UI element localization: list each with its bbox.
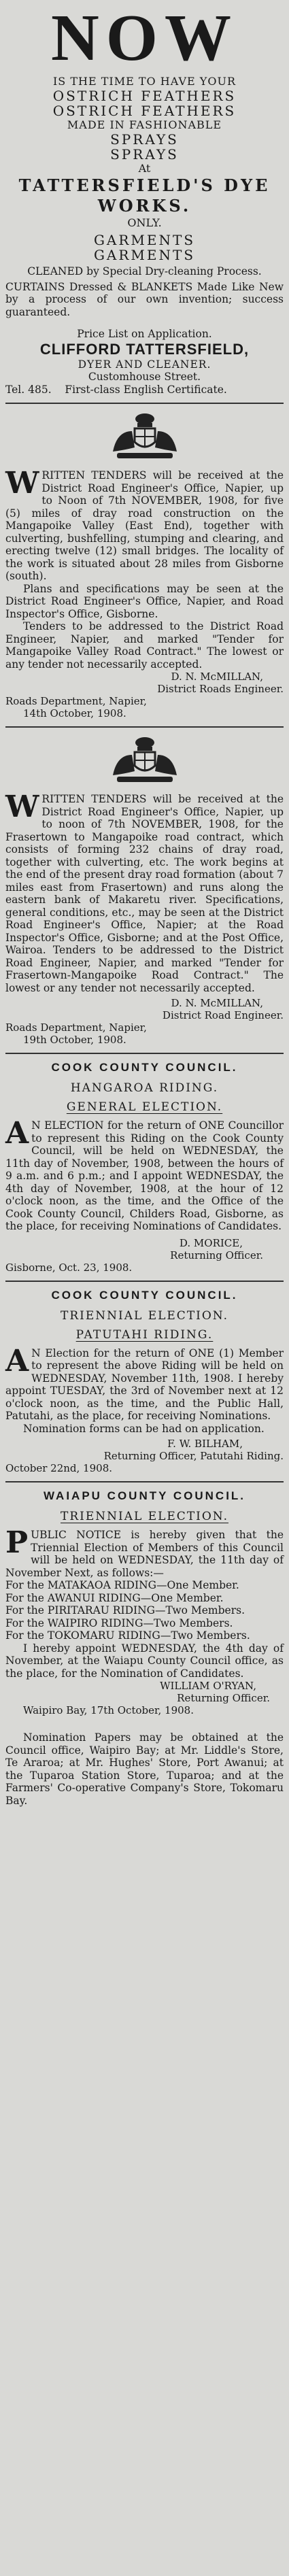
trade-text: DYER AND CLEANER.: [78, 358, 211, 371]
notice-date: Gisborne, Oct. 23, 1908.: [5, 1261, 133, 1274]
election-heading: TRIENNIAL ELECTION.: [61, 1308, 228, 1323]
election-heading: [5, 1510, 284, 1523]
list-item: For the TOKOMARU RIDING—Two Members.: [5, 1629, 250, 1642]
at-text: At: [138, 162, 151, 175]
notice-date: Waipiro Bay, 17th October, 1908.: [23, 1704, 194, 1716]
street-text: Customhouse Street.: [88, 371, 201, 383]
list-item: For the WAIPIRO RIDING—Two Members.: [5, 1616, 233, 1629]
ad-line-1: IS THE TIME TO HAVE YOUR: [52, 75, 236, 88]
tender-mangapoike-valley: [5, 411, 284, 719]
riding-heading-text: PATUTAHI RIDING.: [75, 1327, 214, 1342]
sprays-line-1: SPRAYS: [110, 131, 179, 148]
riding-heading: HANGAROA RIDING.: [70, 1081, 219, 1095]
proprietor-name: CLIFFORD TATTERSFIELD,: [39, 340, 250, 358]
drop-cap: A: [5, 1343, 29, 1378]
cleaned-text: CLEANED by Special Dry-cleaning Process.: [27, 265, 262, 277]
divider: [5, 1053, 284, 1054]
drop-cap: P: [5, 1525, 29, 1560]
certificate-text: First-class English Certificate.: [65, 383, 227, 396]
drop-cap: W: [5, 466, 39, 501]
tender-body-3: Tenders to be addressed to the District Road Engineer, Napier, and marked "Tender for Mangapoike Valley Road Contract." The lowest or any tender not necessarily accepted.: [5, 620, 284, 671]
signature-title: Returning Officer.: [177, 1692, 270, 1704]
nomination-papers-note: Nomination Papers may be obtained at the Council office, Waipiro Bay; at Mr. Liddle's Store, Te Araroa; at Mr. Hughes' Store, Port Awanui; at the Tuparoa Station Store, Tuparoa; and at the Farmers' Co-operative Company's Store, Tokomaru Bay.: [5, 1731, 284, 1807]
tender-body: [5, 466, 284, 583]
notice-body: [5, 1116, 284, 1233]
coat-of-arms-icon: [107, 734, 182, 787]
notice-body-2: I hereby appoint WEDNESDAY, the 4th day of November, at the Waiapu County Council office, as the place, for the Nomination of Candidates.: [5, 1642, 284, 1680]
divider: [5, 403, 284, 404]
notice-body-text: UBLIC NOTICE is hereby given that the Triennial Election of Members of this Council will be held on WEDNESDAY, the 11th day of November Next, as follows:—: [5, 1529, 284, 1579]
ostrich-feathers-line-2: OSTRICH FEATHERS: [52, 103, 237, 119]
list-item: For the AWANUI RIDING—One Member.: [5, 1591, 224, 1604]
election-heading-text: TRIENNIAL ELECTION.: [61, 1510, 228, 1523]
tattersfield-advertisement: [5, 1, 284, 396]
drop-cap: A: [5, 1116, 29, 1151]
coat-of-arms-icon: [107, 411, 182, 464]
garments-line-2: GARMENTS: [93, 247, 196, 263]
riding-list: [5, 1579, 284, 1642]
list-item: For the PIRITARAU RIDING—Two Members.: [5, 1604, 245, 1616]
signature-title: District Roads Engineer.: [157, 683, 284, 695]
garments-stack: [5, 233, 284, 262]
list-item: For the MATAKAOA RIDING—One Member.: [5, 1579, 239, 1591]
tender-date: 14th October, 1908.: [23, 707, 126, 719]
newspaper-column: [5, 0, 284, 1807]
council-title: COOK COUNTY COUNCIL.: [51, 1288, 238, 1302]
ad-line-3: MADE IN FASHIONABLE: [67, 118, 222, 131]
cook-county-hangaroa: [5, 1061, 284, 1274]
signature-name: WILLIAM O'RYAN,: [160, 1680, 256, 1692]
signature-name: D. MORICE,: [179, 1236, 243, 1249]
tender-date: 19th October, 1908.: [23, 1034, 126, 1046]
ostrich-feathers-line-1: OSTRICH FEATHERS: [52, 88, 237, 104]
divider: [5, 1281, 284, 1282]
waiapu-county-council: [5, 1489, 284, 1807]
divider: [5, 726, 284, 728]
election-heading: [5, 1100, 284, 1114]
tender-body-text: RITTEN TENDERS will be received at the District Road Engineer's Office, Napier, up to noon of 7th NOVEMBER, 1908, for the Frasertown to Mangapoike road contract, which consists of forming 232 chains of dray road, together with culverting, etc. The work begins at the end of the present dray road formation (about 7 miles east from Frasertown) and runs along the eastern bank of Makaretu river. Specifications, general conditions, etc., may be seen at the District Road Engineer's Office, Napier; at the Road Inspector's Office, Gisborne; and at the Post Office, Wairoa. Tenders to be addressed to the District Road Engineer, Napier, and marked "Tender for Frasertown-Mangapoike Road Contract." The lowest or any tender not necessarily accepted.: [5, 793, 284, 994]
council-title: COOK COUNTY COUNCIL.: [51, 1061, 238, 1074]
tender-body: [5, 790, 284, 994]
tender-body-text: RITTEN TENDERS will be received at the District Road Engineer's Office, Napier, up to Noon of 7th NOVEMBER, 1908, for five (5) miles of dray road construction on the Mangapoike Valley (East End), together with culverting, bushfelling, stumping and clearing, and erecting twelve (12) small bridges. The locality of the work is situated about 28 miles from Gisborne (south).: [5, 469, 284, 582]
garments-line-1: GARMENTS: [93, 232, 196, 248]
drop-cap: W: [5, 790, 39, 824]
ostrich-feathers-stack: [5, 88, 284, 118]
divider: [5, 1481, 284, 1482]
cook-county-patutahi: [5, 1289, 284, 1475]
headline-now: NOW: [51, 1, 238, 75]
signature-title: Returning Officer.: [170, 1249, 263, 1261]
notice-body-text: N ELECTION for the return of ONE Councillor to represent this Riding on the Cook County Council, will be held on WEDNESDAY, the 11th day of November, 1908, between the hours of 9 a.m. and 6 p.m.; and I appoint WEDNESDAY, the 4th day of November, 1908, at the hour of 12 o'clock noon, as the time, and the Office of the Cook County Council, Childers Road, Gisborne, as the place, for receiving Nominations of Candidates.: [5, 1119, 284, 1232]
tel-and-cert: [5, 384, 284, 396]
tender-body-2: Plans and specifications may be seen at the District Road Engineer's Office, Napier, and Road Inspector's Office, Gisborne.: [5, 582, 284, 620]
signature-title: District Road Engineer.: [162, 1009, 284, 1021]
sprays-line-2: SPRAYS: [110, 146, 179, 163]
department: Roads Department, Napier,: [5, 1021, 147, 1034]
election-heading-text: GENERAL ELECTION.: [66, 1100, 223, 1114]
price-list-text: Price List on Application.: [77, 328, 212, 340]
notice-body: [5, 1525, 284, 1579]
signature-title: Returning Officer, Patutahi Riding.: [103, 1450, 284, 1462]
department: Roads Department, Napier,: [5, 695, 147, 707]
telephone-text: Tel. 485.: [5, 383, 52, 396]
only-text: ONLY.: [127, 216, 162, 229]
notice-body-2: Nomination forms can be had on application.: [23, 1422, 265, 1435]
notice-date: October 22nd, 1908.: [5, 1462, 113, 1474]
notice-body-text: N Election for the return of ONE (1) Member to represent the above Riding will be held on WEDNESDAY, November 11th, 1908. I hereby appoint TUESDAY, the 3rd of November next at 12 o'clock noon, as the time, and the Public Hall, Patutahi, as the place, for receiving Nominations.: [5, 1346, 284, 1422]
sprays-stack: [5, 132, 284, 162]
dye-works-heading: TATTERSFIELD'S DYE WORKS.: [18, 175, 271, 216]
signature-name: F. W. BILHAM,: [167, 1438, 243, 1450]
notice-body: [5, 1343, 284, 1423]
curtains-text: CURTAINS Dressed & BLANKETS Made Like New by a process of our own invention; success guaranteed.: [5, 280, 284, 318]
riding-heading: [5, 1328, 284, 1342]
signature-name: D. N. McMILLAN,: [171, 997, 263, 1009]
tender-frasertown-mangapoike: [5, 734, 284, 1046]
council-title: WAIAPU COUNTY COUNCIL.: [43, 1489, 246, 1502]
signature-name: D. N. McMILLAN,: [171, 671, 263, 683]
